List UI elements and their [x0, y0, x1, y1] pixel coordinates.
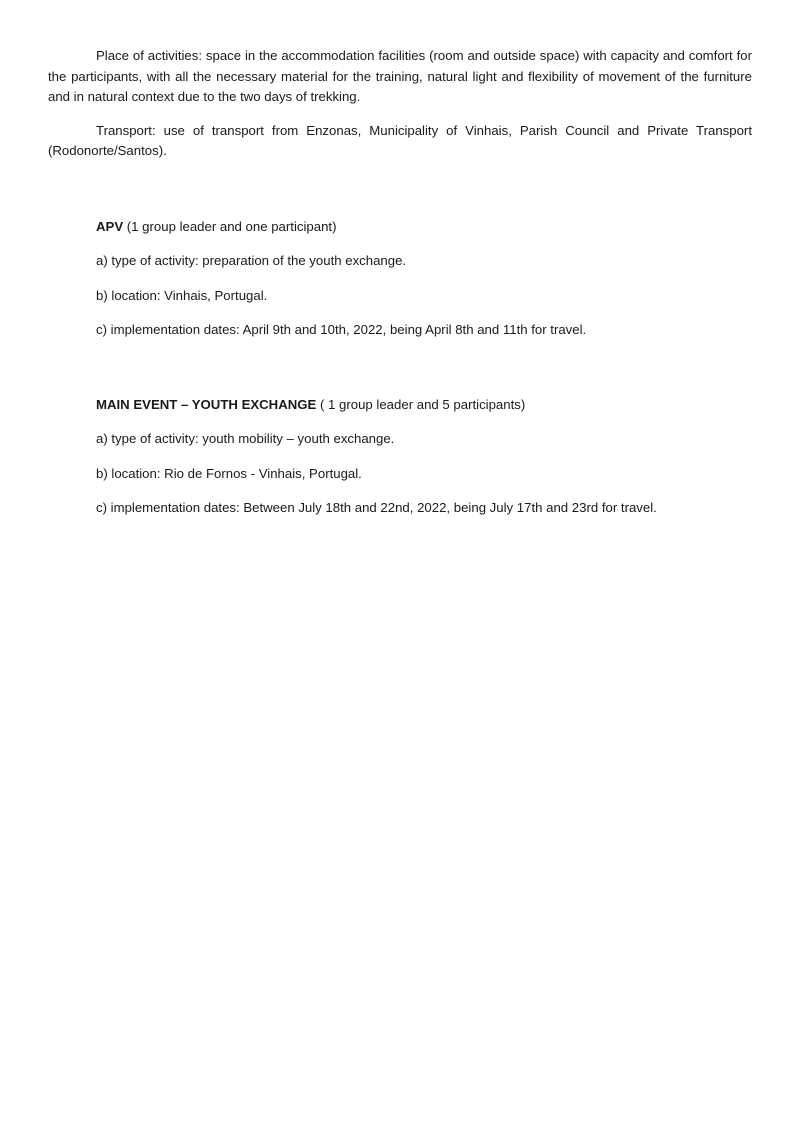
main-event-item-dates: c) implementation dates: Between July 18th and 22nd, 2022, being July 17th and 23rd for travel.	[96, 500, 657, 515]
transport-paragraph: Transport: use of transport from Enzonas, Municipality of Vinhais, Parish Council and Private Transport (Rodonorte/Santos).	[48, 122, 752, 158]
main-event-item-location: b) location: Rio de Fornos - Vinhais, Portugal.	[96, 465, 362, 481]
apv-subtitle: (1 group leader and one participant)	[123, 218, 337, 234]
apv-item-activity-type: a) type of activity: preparation of the youth exchange.	[96, 253, 407, 268]
apv-heading	[96, 217, 752, 238]
apv-item-dates: c) implementation dates: April 9th and 10th, 2022, being April 8th and 11th for travel.	[96, 322, 587, 337]
place-of-activities-paragraph: Place of activities: space in the accommodation facilities (room and outside space) with capacity and comfort for the participants, with all the necessary material for the training, natural light and flexibility of movement of the furniture and in natural context due to the two days of trekking.	[48, 48, 752, 104]
document-body	[48, 46, 752, 533]
main-event-heading	[96, 395, 752, 416]
apv-title: APV	[96, 218, 124, 234]
main-event-title: MAIN EVENT – YOUTH EXCHANGE	[96, 396, 317, 412]
main-event-subtitle: ( 1 group leader and 5 participants)	[316, 396, 526, 412]
main-event-section	[96, 395, 752, 519]
apv-item-location: b) location: Vinhais, Portugal.	[96, 287, 268, 303]
apv-section	[96, 217, 752, 341]
main-event-item-activity-type: a) type of activity: youth mobility – youth exchange.	[96, 431, 395, 446]
